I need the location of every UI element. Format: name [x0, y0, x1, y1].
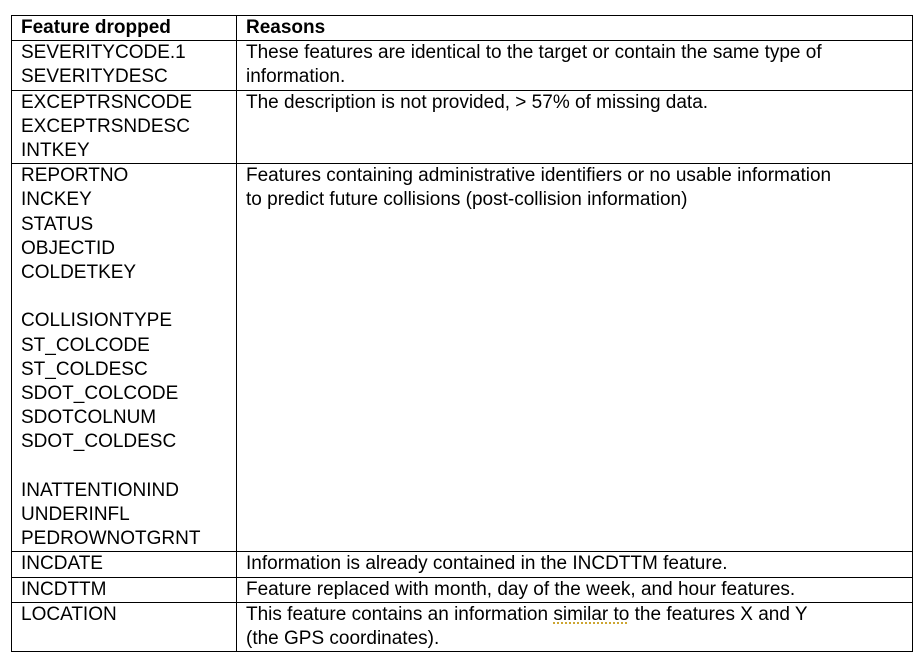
- table-row: [12, 552, 913, 577]
- table-row: [12, 577, 913, 602]
- feature-name: INATTENTIONIND: [21, 479, 179, 501]
- feature-group-spacer: [21, 285, 236, 309]
- reason-text: This feature contains an information: [246, 603, 554, 625]
- reason-line: [246, 603, 912, 627]
- feature-cell: [12, 602, 237, 651]
- table-row: [12, 41, 913, 90]
- feature-name: SDOT_COLDESC: [21, 431, 177, 453]
- reason-line: Information is already contained in the INCDTTM feature.: [246, 553, 728, 575]
- feature-name: COLDETKEY: [21, 262, 137, 284]
- reason-cell: [237, 164, 913, 552]
- feature-name: INCDATE: [21, 553, 103, 575]
- reason-cell: [237, 602, 913, 651]
- feature-name: LOCATION: [21, 603, 117, 625]
- feature-name: EXCEPTRSNCODE: [21, 91, 193, 113]
- feature-name: STATUS: [21, 213, 94, 235]
- feature-name: ST_COLDESC: [21, 358, 148, 380]
- feature-cell: [12, 90, 237, 164]
- reason-line: The description is not provided, > 57% of missing data.: [246, 91, 709, 113]
- reason-cell: [237, 90, 913, 164]
- feature-name: REPORTNO: [21, 165, 129, 187]
- reason-text: the features X and Y: [629, 603, 808, 625]
- reason-cell: [237, 41, 913, 90]
- feature-cell: [12, 41, 237, 90]
- features-dropped-table: [11, 15, 913, 652]
- feature-cell: [12, 552, 237, 577]
- feature-name: INTKEY: [21, 140, 90, 162]
- reason-line: These features are identical to the target or contain the same type of: [246, 42, 822, 64]
- reason-cell: [237, 577, 913, 602]
- feature-name: INCDTTM: [21, 578, 107, 600]
- reason-line: to predict future collisions (post-collision information): [246, 189, 688, 211]
- feature-name: ST_COLCODE: [21, 334, 150, 356]
- reason-cell: [237, 552, 913, 577]
- feature-name: COLLISIONTYPE: [21, 310, 172, 332]
- feature-name: UNDERINFL: [21, 504, 130, 526]
- table-row: [12, 602, 913, 651]
- header-reasons: Reasons: [237, 16, 913, 41]
- feature-name: INCKEY: [21, 189, 92, 211]
- feature-name: SDOT_COLCODE: [21, 383, 179, 405]
- table-header-row: [12, 16, 913, 41]
- feature-name: PEDROWNOTGRNT: [21, 528, 201, 550]
- header-feature-dropped: Feature dropped: [12, 16, 237, 41]
- table-row: [12, 90, 913, 164]
- feature-name: SEVERITYDESC: [21, 66, 168, 88]
- feature-name: SEVERITYCODE.1: [21, 42, 186, 64]
- reason-line: Feature replaced with month, day of the week, and hour features.: [246, 578, 796, 600]
- reason-line: (the GPS coordinates).: [246, 628, 440, 650]
- reason-line: information.: [246, 66, 346, 88]
- feature-name: EXCEPTRSNDESC: [21, 115, 190, 137]
- spellcheck-flagged-text: similar to: [553, 603, 630, 625]
- table-body: [12, 41, 913, 652]
- feature-name: OBJECTID: [21, 237, 115, 259]
- table-row: [12, 164, 913, 552]
- feature-group-spacer: [21, 455, 236, 479]
- feature-cell: [12, 577, 237, 602]
- feature-cell: [12, 164, 237, 552]
- reason-line: Features containing administrative identifiers or no usable information: [246, 165, 832, 187]
- feature-name: SDOTCOLNUM: [21, 407, 157, 429]
